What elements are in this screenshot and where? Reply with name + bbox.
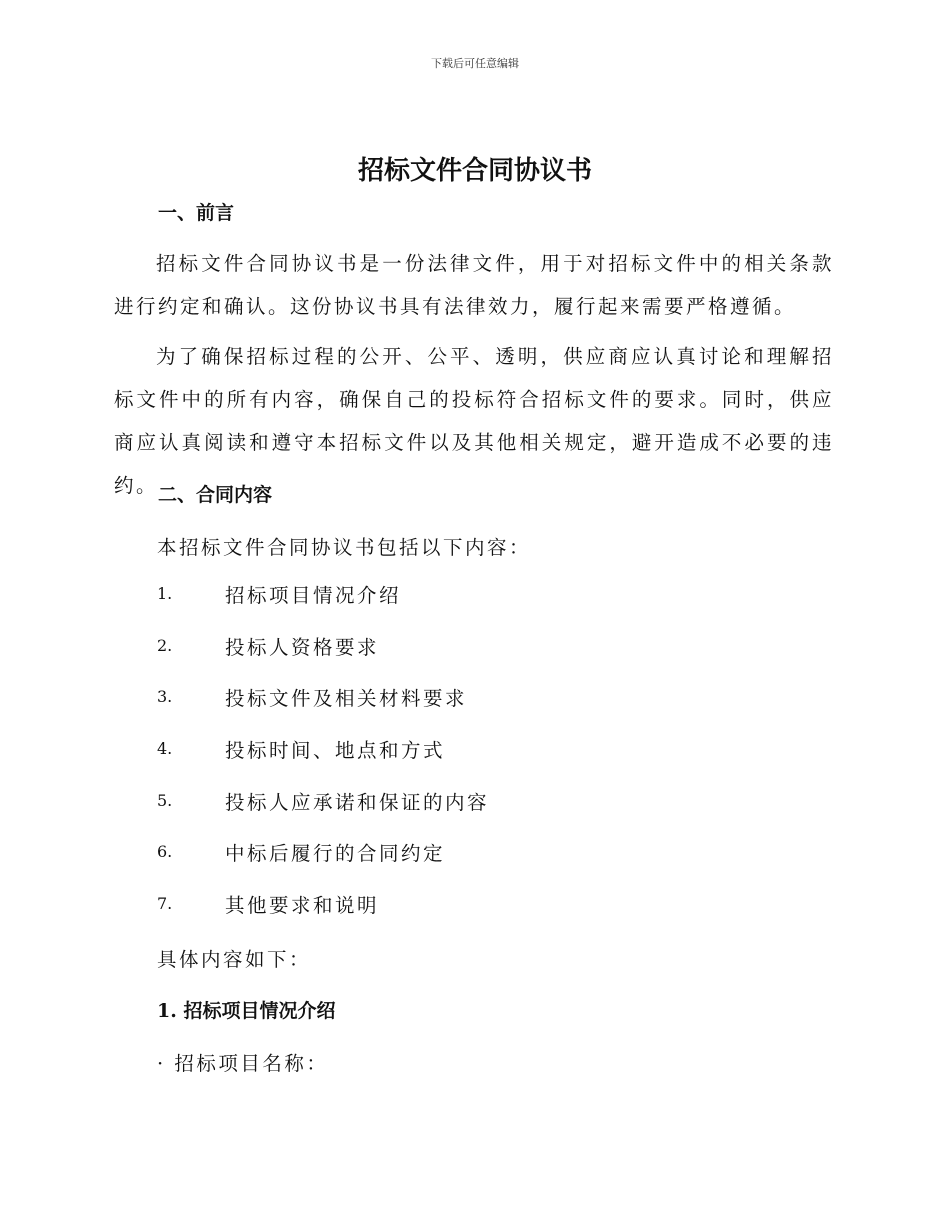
list-item-text: 投标人资格要求 (225, 635, 380, 659)
list-item-number: 7. (157, 894, 173, 914)
section-heading-preface: 一、前言 (158, 202, 235, 224)
header-note: 下载后可任意编辑 (431, 57, 519, 70)
list-item-number: 5. (157, 790, 173, 810)
section-heading-contract-content: 二、合同内容 (158, 484, 273, 506)
list-item-text: 招标项目情况介绍 (225, 584, 402, 607)
document-title: 招标文件合同协议书 (357, 156, 592, 186)
list-item-text: 其他要求和说明 (225, 894, 380, 918)
list-item-number: 4. (157, 739, 173, 759)
detail-intro: 具体内容如下： (157, 948, 312, 971)
paragraph-preface-2: 为了确保招标过程的公开、公平、透明，供应商应认真讨论和理解招标文件中的所有内容，确保自己的投标符合招标文件的要求。同时，供应商应认真阅读和遵守本招标文件以及其他相关规定，避开造成不必要的违约。 (114, 345, 834, 497)
list-item-number: 2. (157, 635, 173, 655)
list-item-number: 3. (157, 687, 173, 707)
sub-heading-project-intro: 1. 招标项目情况介绍 (157, 1000, 336, 1022)
list-item-number: 1. (157, 584, 173, 603)
list-item-text: 投标时间、地点和方式 (225, 739, 446, 763)
contract-content-intro: 本招标文件合同协议书包括以下内容： (157, 536, 532, 559)
list-item-number: 6. (157, 842, 173, 862)
list-item-text: 投标文件及相关材料要求 (225, 687, 468, 711)
bullet-project-name: · 招标项目名称： (157, 1052, 329, 1075)
list-item-text: 中标后履行的合同约定 (225, 842, 446, 866)
list-item-text: 投标人应承诺和保证的内容 (225, 790, 490, 814)
paragraph-preface-1: 招标文件合同协议书是一份法律文件，用于对招标文件中的相关条款进行约定和确认。这份协议书具有法律效力，履行起来需要严格遵循。 (114, 252, 834, 318)
